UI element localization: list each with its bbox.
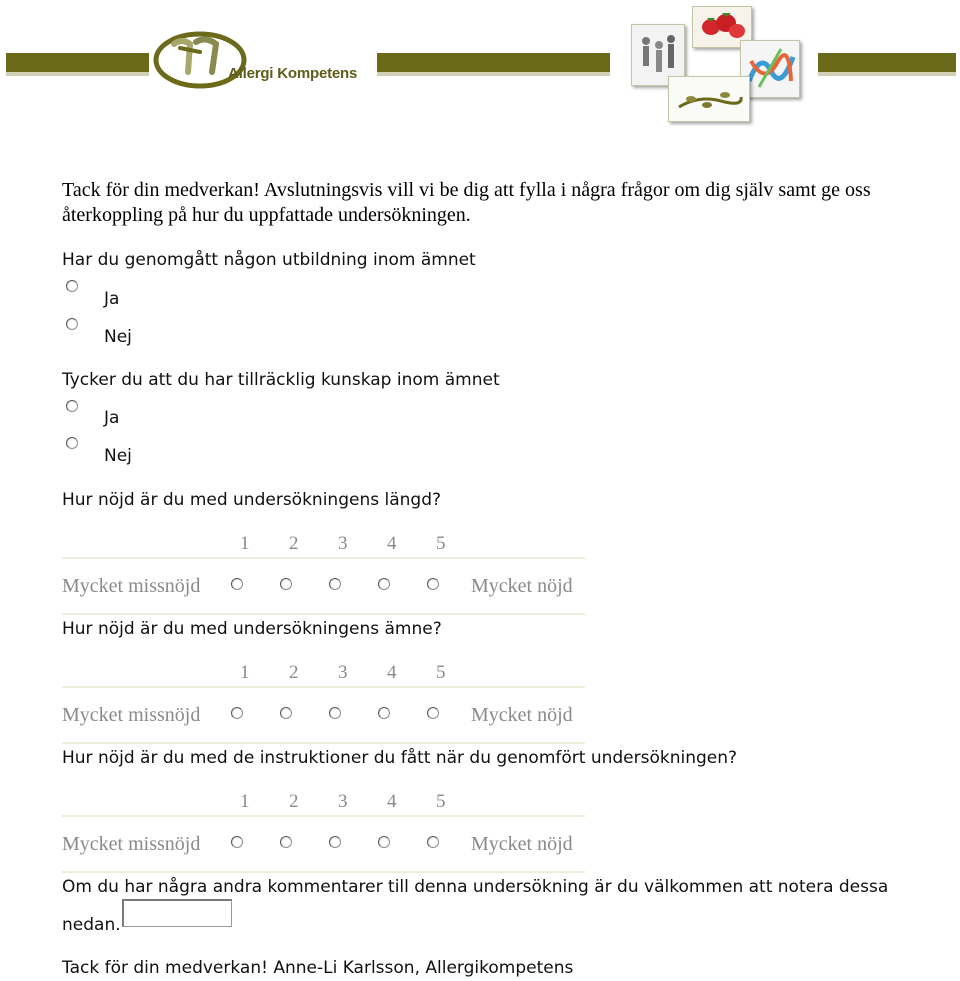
radio-instructions-4[interactable] — [378, 836, 390, 848]
question-knowledge: Tycker du att du har tillräcklig kunskap inom ämnet — [62, 370, 500, 390]
photo-plant — [668, 76, 750, 122]
scale-number: 3 — [338, 533, 348, 554]
scale-high-label: Mycket nöjd — [471, 704, 573, 726]
question-instructions: Hur nöjd är du med de instruktioner du fått när du genomfört undersökningen? — [62, 748, 738, 768]
scale-low-label: Mycket missnöjd — [62, 833, 201, 855]
scale-number: 5 — [436, 662, 446, 683]
scale-number: 1 — [240, 791, 250, 812]
allergi-kompetens-logo-icon — [152, 28, 374, 92]
scale-number: 5 — [436, 533, 446, 554]
header-bar-right — [818, 53, 956, 76]
plant-icon — [669, 77, 749, 121]
radio-instructions-1[interactable] — [231, 836, 243, 848]
scale-number: 3 — [338, 662, 348, 683]
radio-subject-5[interactable] — [427, 707, 439, 719]
header-bar-left — [6, 53, 149, 76]
radio-subject-3[interactable] — [329, 707, 341, 719]
logo — [152, 28, 374, 92]
scale-high-label: Mycket nöjd — [471, 575, 573, 597]
option-label-ja: Ja — [104, 289, 120, 309]
option-label-nej: Nej — [104, 446, 132, 466]
comments-input[interactable] — [122, 899, 232, 927]
divider — [62, 557, 585, 559]
radio-length-4[interactable] — [378, 578, 390, 590]
radio-subject-1[interactable] — [231, 707, 243, 719]
radio-instructions-2[interactable] — [280, 836, 292, 848]
scale-number: 5 — [436, 791, 446, 812]
question-length: Hur nöjd är du med undersökningens längd? — [62, 490, 442, 510]
scale-number: 4 — [387, 662, 397, 683]
radio-length-5[interactable] — [427, 578, 439, 590]
radio-education-nej[interactable] — [66, 318, 78, 330]
intro-text: Tack för din medverkan! Avslutningsvis vill vi be dig att fylla i några frågor om dig själv samt ge oss återkoppling på hur du uppfattade undersökningen. — [62, 179, 871, 226]
question-subject: Hur nöjd är du med undersökningens ämne? — [62, 619, 442, 639]
option-label-ja: Ja — [104, 408, 120, 428]
radio-knowledge-ja[interactable] — [66, 400, 78, 412]
scale-number: 1 — [240, 533, 250, 554]
scale-number: 3 — [338, 791, 348, 812]
divider — [62, 613, 585, 615]
scale-number: 4 — [387, 533, 397, 554]
radio-subject-4[interactable] — [378, 707, 390, 719]
scale-low-label: Mycket missnöjd — [62, 704, 201, 726]
divider — [62, 815, 585, 817]
divider — [62, 871, 585, 873]
scale-number: 2 — [289, 533, 299, 554]
divider — [62, 742, 585, 744]
comments-prompt-continued: nedan. — [62, 915, 121, 935]
radio-length-3[interactable] — [329, 578, 341, 590]
scale-number: 2 — [289, 791, 299, 812]
radio-education-ja[interactable] — [66, 280, 78, 292]
scale-number: 2 — [289, 662, 299, 683]
scale-number: 4 — [387, 791, 397, 812]
radio-length-1[interactable] — [231, 578, 243, 590]
question-education: Har du genomgått någon utbildning inom ämnet — [62, 250, 476, 270]
radio-knowledge-nej[interactable] — [66, 437, 78, 449]
closing-text: Tack för din medverkan! Anne-Li Karlsson, Allergikompetens — [62, 958, 574, 978]
header-bar-middle — [377, 53, 610, 76]
scale-low-label: Mycket missnöjd — [62, 575, 201, 597]
scale-number: 1 — [240, 662, 250, 683]
radio-instructions-5[interactable] — [427, 836, 439, 848]
radio-subject-2[interactable] — [280, 707, 292, 719]
divider — [62, 686, 585, 688]
logo-text: Allergi Kompetens — [228, 65, 358, 82]
scale-high-label: Mycket nöjd — [471, 833, 573, 855]
comments-prompt: Om du har några andra kommentarer till denna undersökning är du välkommen att notera dessa — [62, 877, 889, 897]
option-label-nej: Nej — [104, 327, 132, 347]
radio-length-2[interactable] — [280, 578, 292, 590]
radio-instructions-3[interactable] — [329, 836, 341, 848]
